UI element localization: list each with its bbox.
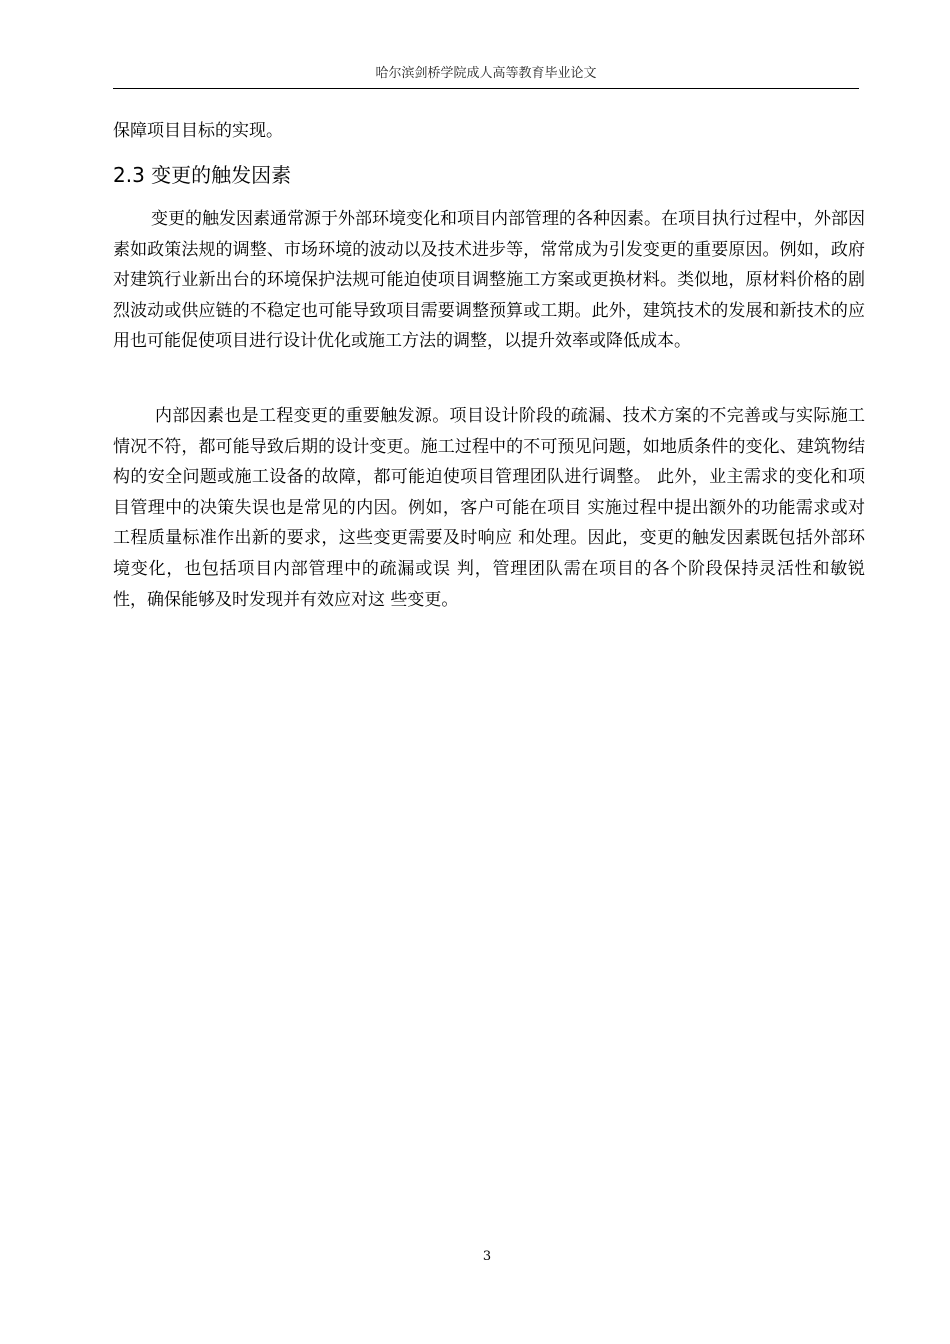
section-heading: 2.3 变更的触发因素 [113, 163, 292, 187]
page-number: 3 [482, 1249, 492, 1264]
header-title: 哈尔滨剑桥学院成人高等教育毕业论文 [375, 66, 597, 81]
paragraph-external-factors: 变更的触发因素通常源于外部环境变化和项目内部管理的各种因素。在项目执行过程中，外部因素如政策法规的调整、市场环境的波动以及技术进步等，常常成为引发变更的重要原因。例如，政府对建筑行业新出台的环境保护法规可能迫使项目调整施工方案或更换材料。类似地，原材料价格的剧烈波动或供应链的不稳定也可能导致项目需要调整预算或工期。此外，建筑技术的发展和新技术的应用也可能促使项目进行设计优化或施工方法的调整，以提升效率或降低成本。 [113, 209, 865, 352]
page-header [113, 64, 859, 89]
paragraph-internal-factors: 内部因素也是工程变更的重要触发源。项目设计阶段的疏漏、技术方案的不完善或与实际施工情况不符，都可能导致后期的设计变更。施工过程中的不可预见问题，如地质条件的变化、建筑物结构的安全问题或施工设备的故障，都可能迫使项目管理团队进行调整。 此外，业主需求的变化和项目管理中的决策失误也是常见的内因。例如，客户可能在项目 实施过程中提出额外的功能需求或对工程质量标准作出新的要求，这些变更需要及时响应 和处理。因此，变更的触发因素既包括外部环境变化，也包括项目内部管理中的疏漏或误 判，管理团队需在项目的各个阶段保持灵活性和敏锐性，确保能够及时发现并有效应对这 些变更。 [113, 406, 865, 610]
continuation-text: 保障项目目标的实现。 [113, 121, 283, 141]
